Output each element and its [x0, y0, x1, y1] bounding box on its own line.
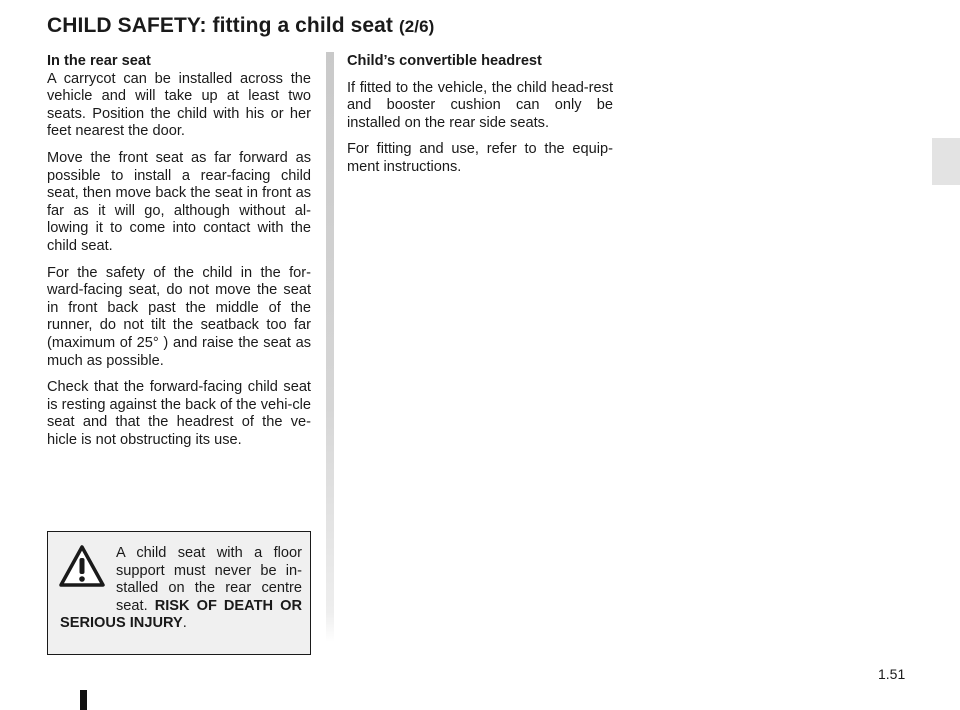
title-part-indicator: (2/6) [398, 17, 435, 36]
page-edge-mark [80, 690, 87, 710]
page-title [47, 14, 434, 38]
paragraph-rear-facing: Move the front seat as far forward as possible to install a rear-facing child seat, then move back the seat in front as far as it will go, although without al-lowing it to come into contact with the child seat. [47, 149, 311, 254]
warning-message: A child seat with a floor support must never be in-stalled on the rear centre seat. [116, 545, 302, 614]
section-heading-rear-seat: In the rear seat [47, 53, 151, 69]
paragraph-forward-facing: For the safety of the child in the for-ward-facing seat, do not move the seat in front back past the middle of the runner, do not tilt the seatback too far (maximum of 25° ) and raise the seat as much as possible. [47, 264, 311, 369]
section-heading-convertible-headrest: Child’s convertible headrest [347, 53, 542, 69]
left-column [47, 53, 311, 458]
right-column [347, 53, 613, 186]
paragraph-equipment-instructions: For fitting and use, refer to the equip-ment instructions. [347, 141, 613, 175]
column-divider [326, 52, 334, 642]
paragraph-check-seat: Check that the forward-facing child seat is resting against the back of the vehi-cle seat and that the headrest of the ve-hicle is not obstructing its use. [47, 379, 311, 448]
title-text: CHILD SAFETY: fitting a child seat [47, 14, 394, 37]
warning-text [60, 545, 302, 633]
warning-box [47, 531, 311, 655]
warning-emphasis: RISK OF DEATH OR SERIOUS INJURY [60, 597, 302, 632]
chapter-tab [932, 138, 960, 185]
warning-end: . [182, 615, 187, 632]
paragraph-carrycot: A carrycot can be installed across the vehicle and will take up at least two seats. Position the child with his or her feet nearest the door. [47, 70, 311, 140]
paragraph-headrest-fitting: If fitted to the vehicle, the child head-rest and booster cushion can only be installed on the rear side seats. [347, 79, 613, 131]
page-number: 1.51 [878, 666, 906, 682]
